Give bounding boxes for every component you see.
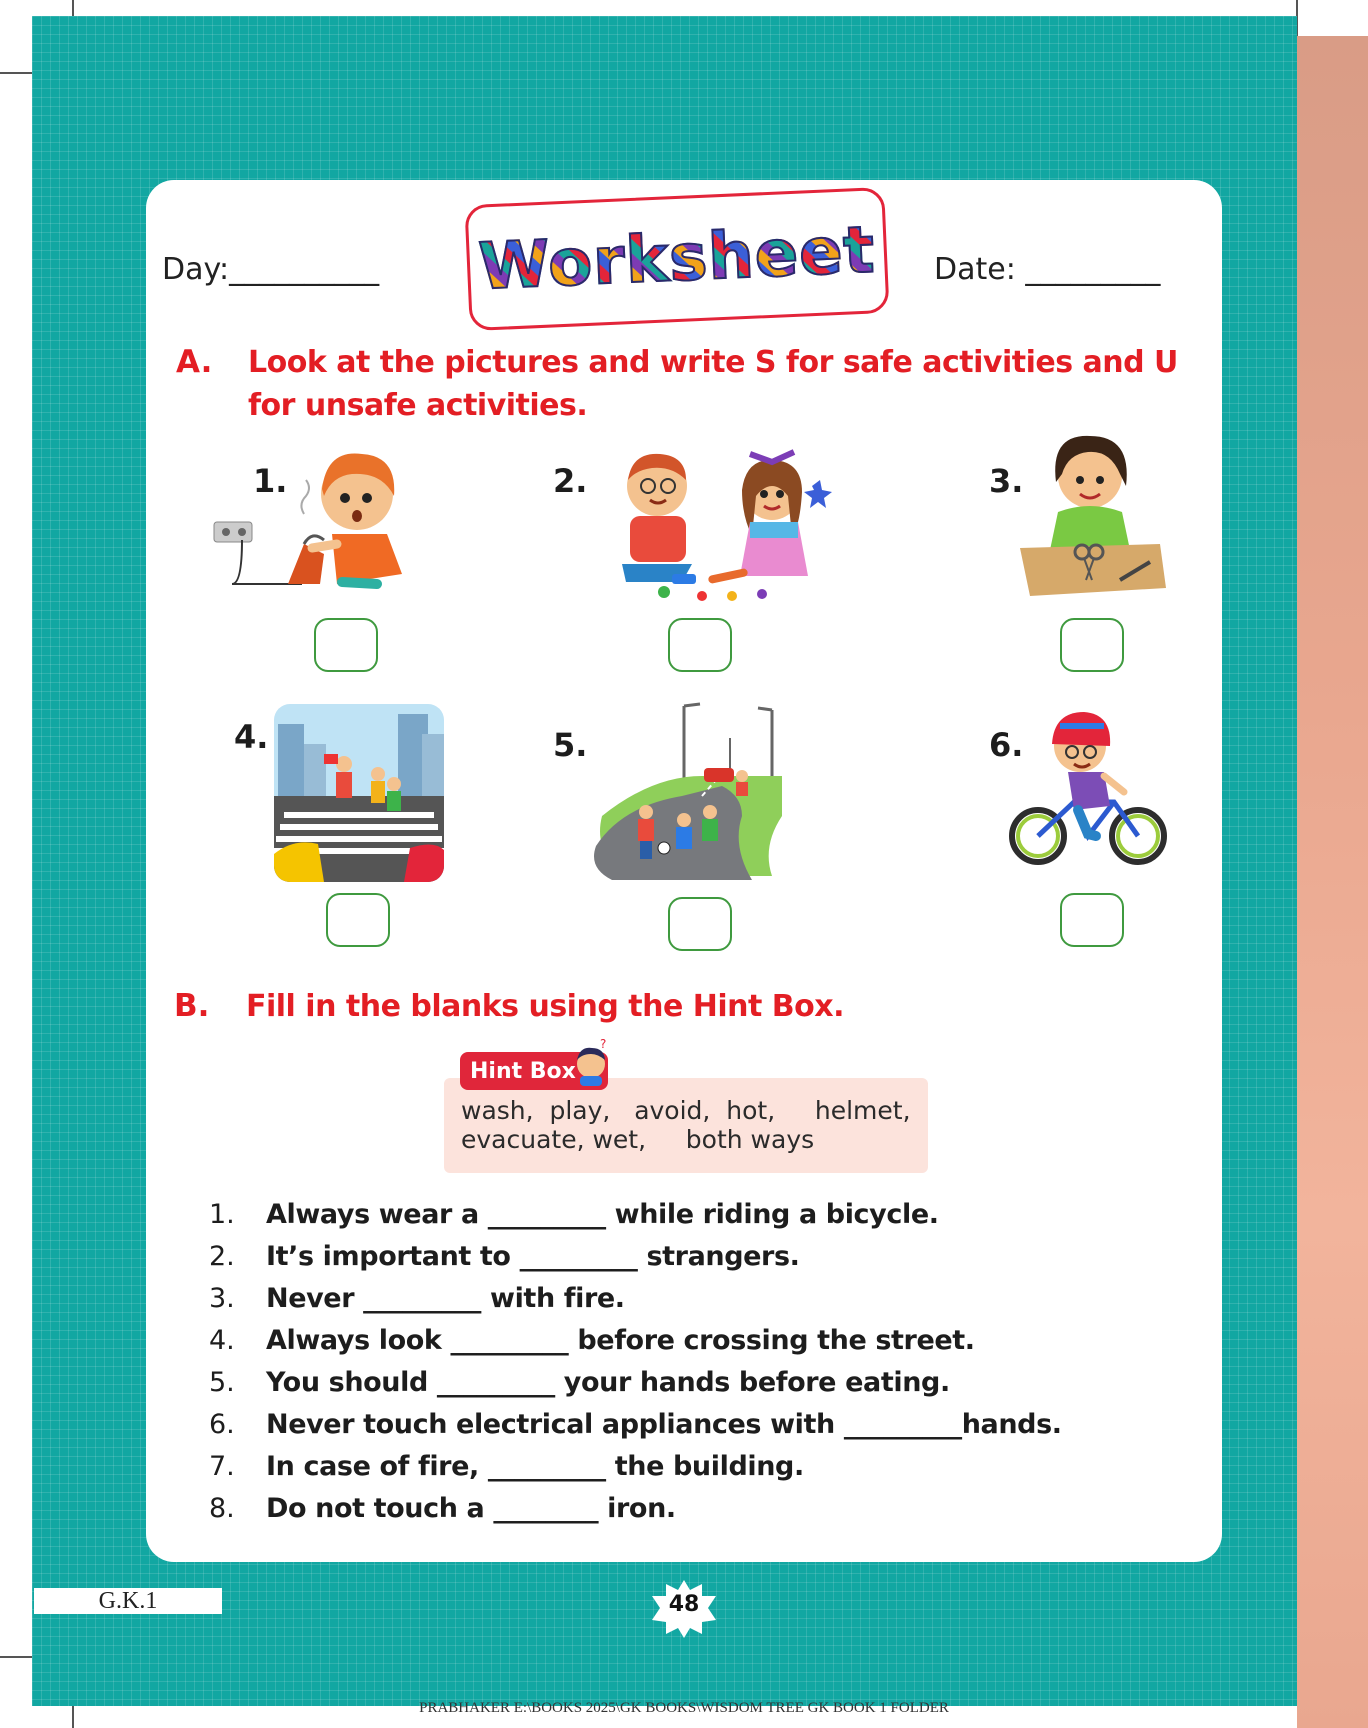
item-number: 1. xyxy=(253,462,288,500)
question-number: 8. xyxy=(209,1493,235,1524)
section-a-instruction-line2: for unsafe activities. xyxy=(248,388,588,423)
answer-box-3[interactable] xyxy=(1060,618,1124,672)
item-number: 5. xyxy=(553,726,588,764)
answer-box-4[interactable] xyxy=(326,893,390,947)
question-number: 2. xyxy=(209,1241,235,1272)
print-path: PRABHAKER E:\BOOKS 2025\GK BOOKS\WISDOM TREE GK BOOK 1 FOLDER xyxy=(419,1700,949,1716)
worksheet-title-box xyxy=(464,187,889,331)
hint-words-line1: wash, play, avoid, hot, helmet, xyxy=(461,1096,911,1125)
question-number: 7. xyxy=(209,1451,235,1482)
question-number: 3. xyxy=(209,1283,235,1314)
boy-riding-bicycle-picture xyxy=(1004,706,1172,870)
book-label: G.K.1 xyxy=(34,1588,222,1614)
question-text: It’s important to _________ strangers. xyxy=(266,1241,800,1272)
children-playing-clay-picture xyxy=(612,446,838,606)
thinking-boy-icon xyxy=(572,1038,610,1086)
question-number: 5. xyxy=(209,1367,235,1398)
item-number: 6. xyxy=(989,726,1024,764)
day-field: Day:__________ xyxy=(162,252,380,287)
page-number: 48 xyxy=(668,1592,700,1617)
item-number: 2. xyxy=(553,462,588,500)
section-b-instruction: Fill in the blanks using the Hint Box. xyxy=(246,989,844,1024)
question-text: In case of fire, _________ the building. xyxy=(266,1451,804,1482)
item-number: 4. xyxy=(234,718,269,756)
answer-box-1[interactable] xyxy=(314,618,378,672)
question-text: Always wear a _________ while riding a bicycle. xyxy=(266,1199,939,1230)
question-text: You should _________ your hands before eating. xyxy=(266,1367,950,1398)
worksheet-title: Worksheet xyxy=(477,213,877,305)
crop-mark xyxy=(0,1656,34,1658)
question-text: Always look _________ before crossing the street. xyxy=(266,1325,975,1356)
zebra-crossing-picture xyxy=(274,704,444,882)
question-number: 6. xyxy=(209,1409,235,1440)
answer-box-2[interactable] xyxy=(668,618,732,672)
girl-touching-iron-picture xyxy=(212,444,422,594)
answer-box-5[interactable] xyxy=(668,897,732,951)
section-b-letter: B. xyxy=(174,988,210,1024)
girl-using-scissors-picture xyxy=(1010,430,1172,596)
adjacent-page-edge xyxy=(1297,36,1368,1728)
section-a-letter: A. xyxy=(176,344,213,380)
date-field: Date: _________ xyxy=(934,252,1161,287)
hint-box-label-text: Hint Box xyxy=(470,1058,576,1084)
crop-mark xyxy=(0,72,34,74)
item-number: 3. xyxy=(989,462,1024,500)
svg-text:?: ? xyxy=(600,1038,607,1051)
section-a-instruction-line1: Look at the pictures and write S for safe activities and U xyxy=(248,345,1178,380)
question-text: Never _________ with fire. xyxy=(266,1283,625,1314)
football-on-road-picture xyxy=(592,696,788,882)
hint-words-line2: evacuate, wet, both ways xyxy=(461,1125,815,1154)
answer-box-6[interactable] xyxy=(1060,893,1124,947)
question-text: Do not touch a ________ iron. xyxy=(266,1493,676,1524)
question-number: 4. xyxy=(209,1325,235,1356)
question-text: Never touch electrical appliances with _________hands. xyxy=(266,1409,1062,1440)
question-number: 1. xyxy=(209,1199,235,1230)
